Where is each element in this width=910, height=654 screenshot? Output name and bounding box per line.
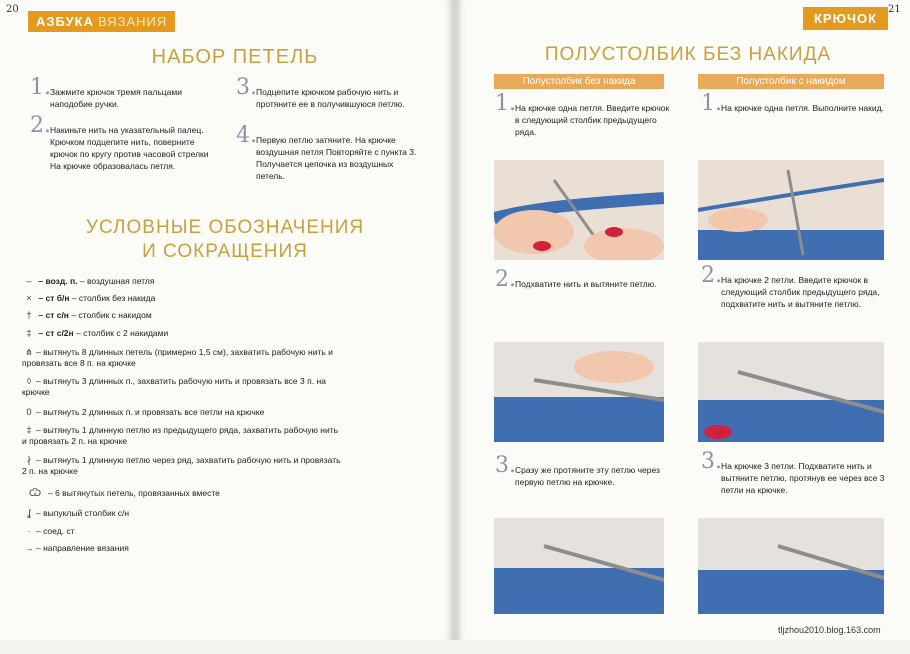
raised-dc-symbol-icon: ʆ bbox=[27, 508, 31, 518]
crochet-photo-icon bbox=[494, 518, 664, 614]
legend-item bbox=[22, 347, 342, 369]
photo-step-1-left bbox=[494, 160, 664, 260]
legend-desc: – соед. ст bbox=[36, 526, 75, 536]
legend-item bbox=[22, 310, 152, 321]
step-text: На крючке одна петля. Введите крючок в следующий столбик предыдущего ряда. bbox=[515, 103, 670, 137]
legend-title-line2: И СОКРАЩЕНИЯ bbox=[142, 241, 308, 262]
step-number: 3. bbox=[495, 453, 516, 478]
legend-item bbox=[22, 488, 220, 499]
step-text: Первую петлю затяните. На крючке воздушная петля Повторяйте с пункта 3. Получается цепочка из воздушных петель. bbox=[256, 135, 417, 181]
crochet-photo-icon bbox=[698, 342, 884, 442]
legend-desc: – 6 вытянутых петель, провязанных вместе bbox=[48, 488, 220, 498]
legend-desc: – воздушная петля bbox=[77, 276, 155, 286]
puff-3-loops-symbol-icon: ◊ bbox=[26, 376, 32, 386]
blog-watermark: tljzhou2010.blog.163.com bbox=[778, 625, 881, 635]
step-text: На крючке 2 петли. Введите крючок в следующий столбик предыдущего ряда, подхватите нить и вытяните петлю. bbox=[721, 275, 880, 309]
crochet-photo-icon bbox=[698, 518, 884, 614]
legend-desc: – вытянуть 8 длинных петель (примерно 1,5 см), захватить рабочую нить и провязать все 8 п. на крючке bbox=[22, 347, 333, 368]
six-loops-cluster-symbol-icon: Ѿ bbox=[28, 488, 42, 498]
legend-desc: – вытянуть 2 длинных п. и провязать все петли на крючке bbox=[36, 407, 265, 417]
right-title: ПОЛУСТОЛБИК БЕЗ НАКИДА bbox=[544, 44, 832, 65]
header-bold: АЗБУКА bbox=[36, 14, 94, 29]
legend-desc: – вытянуть 1 длинную петлю через ряд, захватить рабочую нить и провязать 2 п. на крючке bbox=[22, 455, 341, 476]
legend-title bbox=[60, 216, 390, 264]
header-right: КРЮЧОК bbox=[803, 7, 888, 30]
photo-step-3-left bbox=[494, 518, 664, 614]
step-text: Зажмите крючок тремя пальцами наподобие ручки. bbox=[50, 87, 182, 109]
column-title-without-yarn-over: Полустолбик без накида bbox=[494, 74, 664, 89]
legend-item bbox=[22, 543, 129, 554]
legend-item bbox=[22, 526, 75, 537]
legend-item bbox=[22, 455, 342, 477]
legend-item bbox=[22, 508, 129, 519]
legend-desc: – столбик с накидом bbox=[68, 310, 152, 320]
slip-stitch-symbol-icon: · bbox=[27, 526, 31, 536]
left-page bbox=[0, 0, 452, 640]
double-crochet-symbol-icon: † bbox=[26, 310, 32, 320]
legend-title-line1: УСЛОВНЫЕ ОБОЗНАЧЕНИЯ bbox=[85, 217, 365, 238]
legend-abbr: – возд. п. bbox=[38, 276, 78, 286]
step-text: Сразу же протяните эту петлю через первую петлю на крючке. bbox=[515, 465, 660, 487]
page-bottom-strip bbox=[0, 640, 910, 654]
step-number: 2. bbox=[495, 267, 516, 292]
legend-desc: – столбик с 2 накидами bbox=[73, 328, 169, 338]
crochet-photo-icon bbox=[494, 160, 664, 260]
step-number: 3. bbox=[236, 75, 257, 100]
step-number: 1. bbox=[495, 91, 516, 116]
photo-step-3-right bbox=[698, 518, 884, 614]
step-number: 1. bbox=[30, 75, 51, 100]
chain-symbol-icon: – bbox=[26, 276, 32, 286]
right-page bbox=[458, 0, 910, 640]
legend-item bbox=[22, 293, 155, 304]
legend-desc: – вытянуть 1 длинную петлю из предыдущего ряда, захватить рабочую нить и провязать 2 п. на крючке bbox=[22, 425, 339, 446]
photo-step-1-right bbox=[698, 160, 884, 260]
legend-desc: – столбик без накида bbox=[69, 293, 156, 303]
step-text: На крючке одна петля. Выполните накид. bbox=[721, 103, 884, 113]
column-title-with-yarn-over: Полустолбик с накидом bbox=[698, 74, 884, 89]
legend-item bbox=[22, 328, 168, 339]
step-text: Подцепите крючком рабочую нить и протяните ее в получившуюся петлю. bbox=[256, 87, 405, 109]
legend-abbr: – ст б/н bbox=[38, 293, 70, 303]
left-title: НАБОР ПЕТЕЛЬ bbox=[151, 46, 319, 68]
puff-2-loops-symbol-icon: 0 bbox=[26, 407, 32, 417]
step-text: На крючке 3 петли. Подхватите нить и вытяните петлю, протянув ее через все 3 петли на крючке. bbox=[721, 461, 885, 495]
long-loop-skip-row-symbol-icon: ∤ bbox=[26, 455, 32, 465]
legend-item bbox=[22, 376, 342, 398]
legend-desc: – направление вязания bbox=[36, 543, 129, 553]
page-number-right: 21 bbox=[888, 4, 901, 15]
step-text: Подхватите нить и вытяните петлю. bbox=[515, 279, 657, 289]
single-crochet-symbol-icon: × bbox=[26, 293, 32, 303]
direction-arrow-icon: → bbox=[24, 543, 34, 553]
step-text: Накиньте нить на указательный палец. Крючком подцепите нить, поверните крючок по кругу против часовой стрелки На крючке образовалась петля. bbox=[50, 125, 209, 171]
header-light: ВЯЗАНИЯ bbox=[97, 14, 168, 29]
step-number: 4. bbox=[236, 123, 257, 148]
header-left bbox=[28, 11, 175, 32]
legend-desc: – выпуклый столбик с/н bbox=[36, 508, 130, 518]
long-loop-prev-row-symbol-icon: ‡ bbox=[26, 425, 32, 435]
step-number: 2. bbox=[701, 263, 722, 288]
step-number: 2. bbox=[30, 113, 51, 138]
crochet-photo-icon bbox=[494, 342, 664, 442]
photo-step-2-left bbox=[494, 342, 664, 442]
treble-crochet-symbol-icon: ‡ bbox=[26, 328, 32, 338]
legend-abbr: – ст с/н bbox=[38, 310, 69, 320]
legend-abbr: – ст с/2н bbox=[38, 328, 74, 338]
legend-item bbox=[22, 407, 342, 418]
crochet-photo-icon bbox=[698, 160, 884, 260]
legend-item bbox=[22, 425, 342, 447]
step-number: 3. bbox=[701, 449, 722, 474]
step-number: 1. bbox=[701, 91, 722, 116]
legend-item bbox=[22, 276, 154, 287]
page-number-left: 20 bbox=[6, 4, 19, 15]
photo-step-2-right bbox=[698, 342, 884, 442]
legend-desc: – вытянуть 3 длинных п., захватить рабочую нить и провязать все 3 п. на крючке bbox=[22, 376, 326, 397]
fan-8-loops-symbol-icon: ⋔ bbox=[25, 347, 33, 357]
